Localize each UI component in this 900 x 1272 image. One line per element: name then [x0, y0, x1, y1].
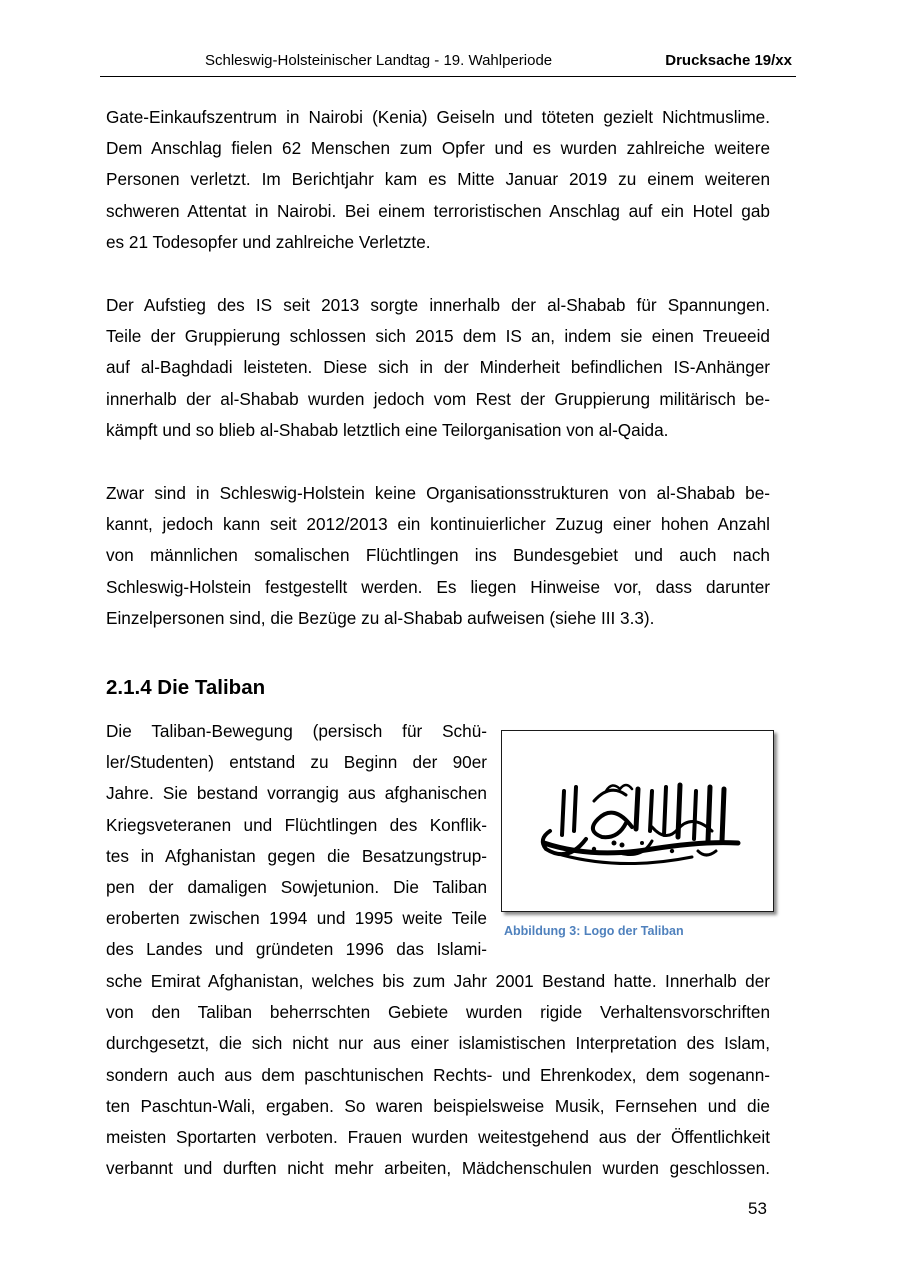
- text-line: Die Taliban-Bewegung (persisch für Schü-: [106, 721, 487, 741]
- paragraph-taliban-intro: [106, 716, 487, 966]
- text-line: Zwar sind in Schleswig-Holstein keine Organisationsstrukturen von al-Shabab be-: [106, 483, 770, 503]
- text-line: auf al-Baghdadi leisteten. Diese sich in der Minderheit befindlichen IS-Anhänger: [106, 357, 770, 378]
- header-title: Schleswig-Holsteinischer Landtag - 19. Wahlperiode: [205, 52, 553, 69]
- text-line: verbannt und durften nicht mehr arbeiten, Mädchenschulen wurden geschlossen.: [106, 1158, 770, 1179]
- paragraph-schleswig-holstein: [106, 478, 770, 634]
- text-line: es 21 Todesopfer und zahlreiche Verletzte.: [106, 231, 431, 252]
- text-line: sondern auch aus dem paschtunischen Rechts- und Ehrenkodex, dem sogenann-: [106, 1064, 770, 1085]
- text-line: Personen verletzt. Im Berichtjahr kam es Mitte Januar 2019 zu einem weiteren: [106, 169, 770, 190]
- text-line: Schleswig-Holstein festgestellt werden. Es liegen Hinweise vor, dass darunter: [106, 576, 770, 597]
- text-line: Dem Anschlag fielen 62 Menschen zum Opfer und es wurden zahlreiche weitere: [106, 138, 770, 159]
- section-heading: 2.1.4 Die Taliban: [106, 676, 266, 699]
- text-line: durchgesetzt, die sich nicht nur aus einer islamistischen Interpretation des Islam,: [106, 1033, 770, 1054]
- text-line: tes in Afghanistan gegen die Besatzungstrup-: [106, 845, 487, 866]
- text-line: Kriegsveteranen und Flüchtlingen des Konflik-: [106, 814, 487, 835]
- header-document-number: Drucksache 19/xx: [665, 52, 792, 69]
- text-line: kannt, jedoch kann seit 2012/2013 ein kontinuierlicher Zuzug einer hohen Anzahl: [106, 514, 770, 535]
- text-line: ten Paschtun-Wali, ergaben. So waren beispielsweise Musik, Fernsehen und die: [106, 1095, 770, 1116]
- paragraph-is-rise: [106, 290, 770, 446]
- paragraph-al-shabab-attacks: [106, 102, 770, 258]
- taliban-logo-calligraphy: [502, 731, 773, 911]
- text-line: Jahre. Sie bestand vorrangig aus afghanischen: [106, 783, 487, 804]
- page-header: [100, 48, 796, 77]
- text-line: Einzelpersonen sind, die Bezüge zu al-Shabab aufweisen (siehe III 3.3).: [106, 607, 655, 628]
- text-line: Gate-Einkaufszentrum in Nairobi (Kenia) Geiseln und töteten gezielt Nichtmuslime.: [106, 107, 770, 127]
- text-line: Teile der Gruppierung schlossen sich 2015 dem IS an, indem sie einen Treueeid: [106, 326, 770, 347]
- paragraph-taliban-rule: [106, 966, 770, 1184]
- text-line: von männlichen somalischen Flüchtlingen ins Bundesgebiet und auch nach: [106, 545, 770, 566]
- taliban-logo-figure: [501, 730, 774, 912]
- text-line: innerhalb der al-Shabab wurden jedoch vom Rest der Gruppierung militärisch be-: [106, 388, 770, 409]
- text-line: meisten Sportarten verboten. Frauen wurden weitestgehend aus der Öffentlichkeit: [106, 1127, 770, 1148]
- text-line: kämpft und so blieb al-Shabab letztlich eine Teilorganisation von al-Qaida.: [106, 419, 669, 440]
- page-number: 53: [748, 1199, 767, 1218]
- text-line: des Landes und gründeten 1996 das Islami-: [106, 939, 487, 960]
- text-line: Der Aufstieg des IS seit 2013 sorgte innerhalb der al-Shabab für Spannungen.: [106, 295, 770, 315]
- text-line: von den Taliban beherrschten Gebiete wurden rigide Verhaltensvorschriften: [106, 1002, 770, 1023]
- text-line: sche Emirat Afghanistan, welches bis zum Jahr 2001 Bestand hatte. Innerhalb der: [106, 971, 770, 991]
- text-line: pen der damaligen Sowjetunion. Die Taliban: [106, 877, 487, 898]
- text-line: schweren Attentat in Nairobi. Bei einem terroristischen Anschlag auf ein Hotel gab: [106, 200, 770, 221]
- figure-caption: Abbildung 3: Logo der Taliban: [504, 924, 684, 938]
- text-line: eroberten zwischen 1994 und 1995 weite Teile: [106, 908, 487, 929]
- text-line: ler/Studenten) entstand zu Beginn der 90er: [106, 752, 487, 773]
